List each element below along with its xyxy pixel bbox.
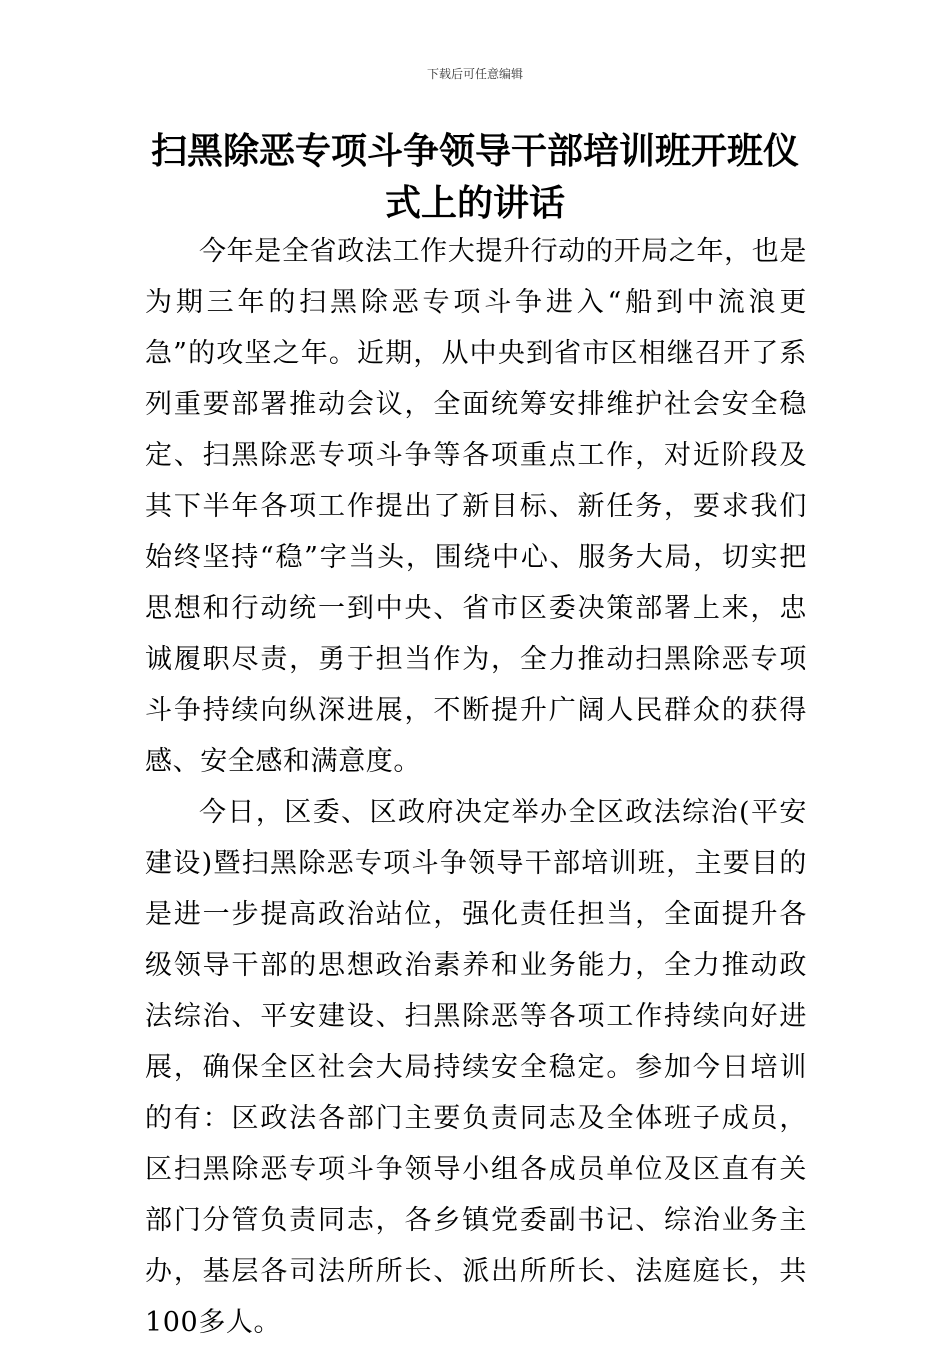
paragraph-1: 今年是全省政法工作大提升行动的开局之年，也是为期三年的扫黑除恶专项斗争进入“船到中流浪更急”的攻坚之年。近期，从中央到省市区相继召开了系列重要部署推动会议，全面统筹安排维护社会安全稳定、扫黑除恶专项斗争等各项重点工作，对近阶段及其下半年各项工作提出了新目标、新任务，要求我们始终坚持“稳”字当头，围绕中心、服务大局，切实把思想和行动统一到中央、省市区委决策部署上来，忠诚履职尽责，勇于担当作为，全力推动扫黑除恶专项斗争持续向纵深进展，不断提升广阔人民群众的获得感、安全感和满意度。 bbox=[145, 236, 807, 777]
document-title: 扫黑除恶专项斗争领导干部培训班开班仪式上的讲话 bbox=[150, 131, 799, 224]
paragraph-2: 今日，区委、区政府决定举办全区政法综治(平安建设)暨扫黑除恶专项斗争领导干部培训班，主要目的是进一步提高政治站位，强化责任担当，全面提升各级领导干部的思想政治素养和业务能力，全力推动政法综治、平安建设、扫黑除恶等各项工作持续向好进展，确保全区社会大局持续安全稳定。参加今日培训的有：区政法各部门主要负责同志及全体班子成员，区扫黑除恶专项斗争领导小组各成员单位及区直有关部门分管负责同志，各乡镇党委副书记、综治业务主办，基层各司法所所长、派出所所长、法庭庭长，共100多人。 bbox=[145, 797, 807, 1338]
document-body bbox=[145, 226, 807, 1348]
header-note: 下载后可任意编辑 bbox=[426, 67, 523, 81]
